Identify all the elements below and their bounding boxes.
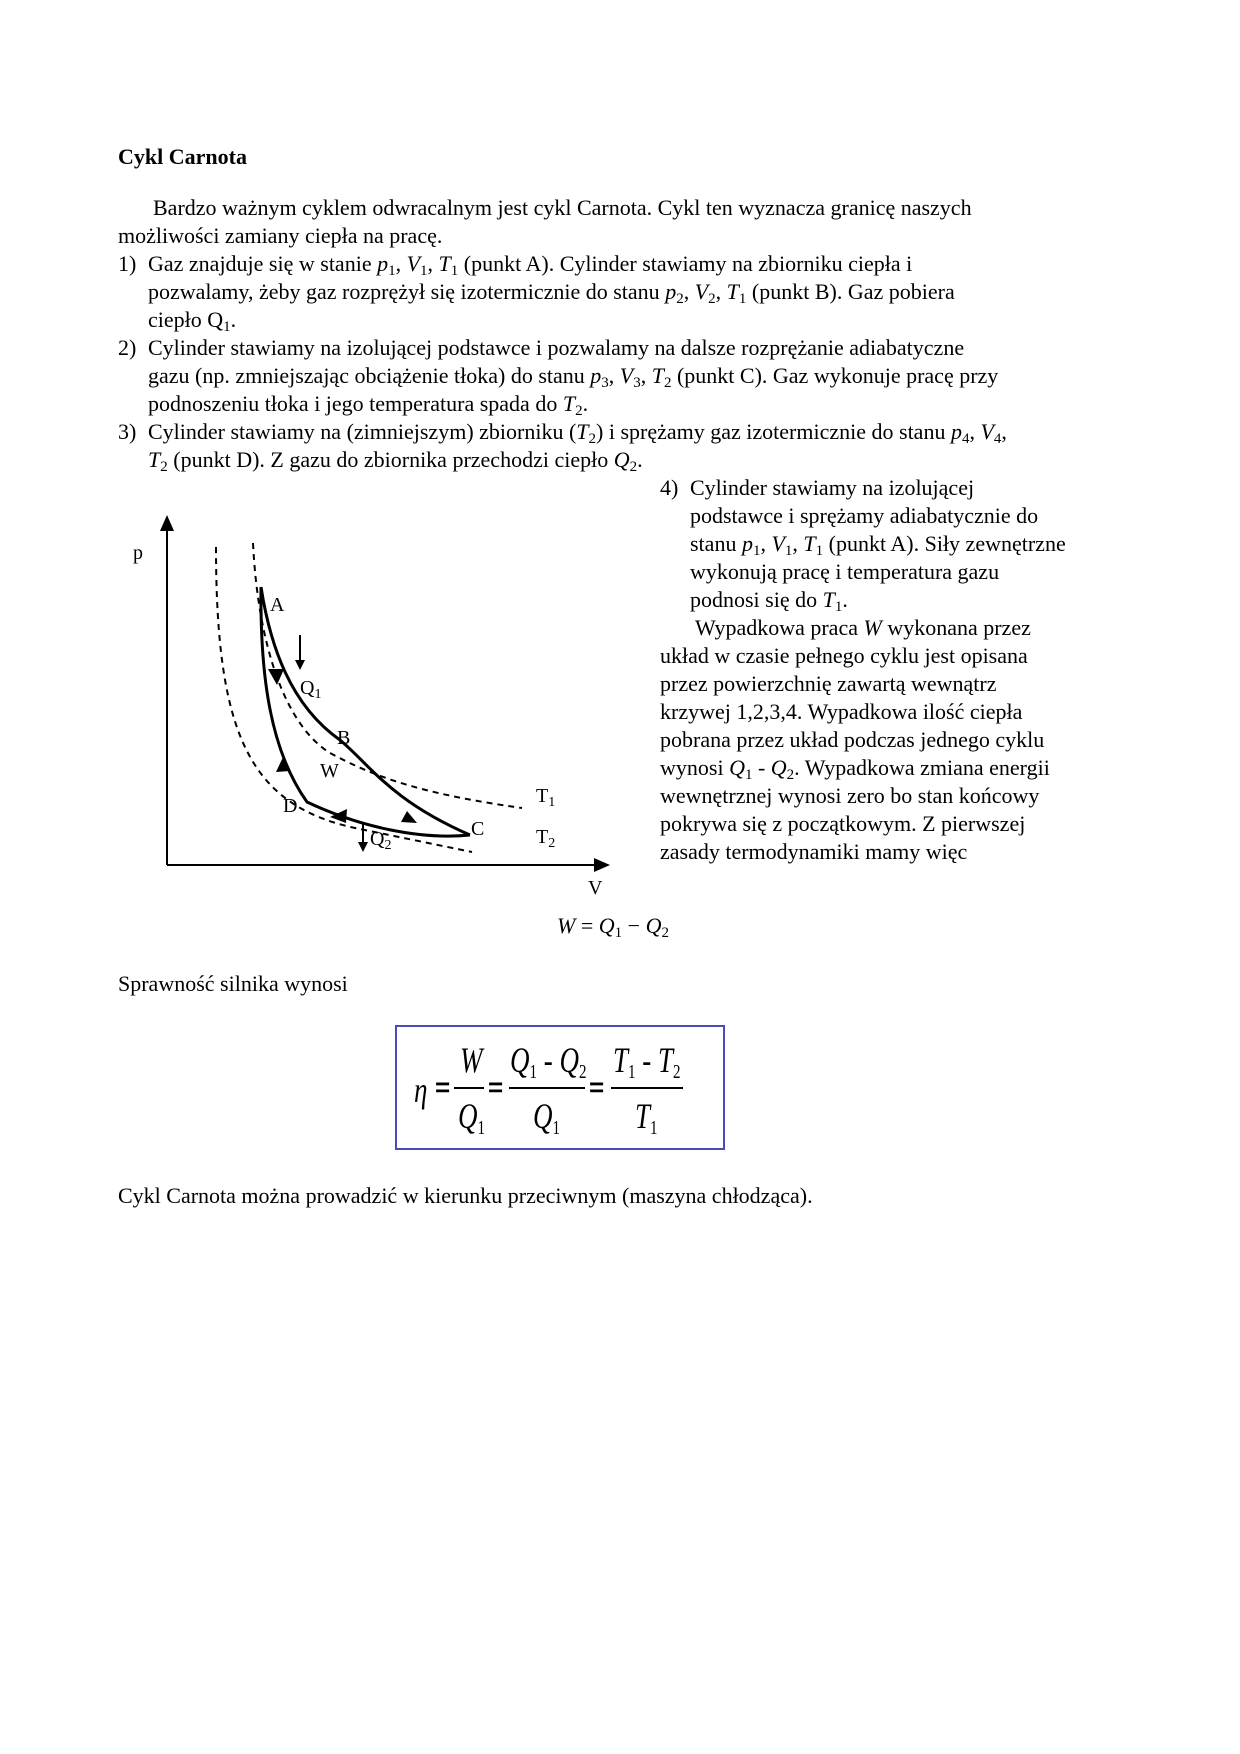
work-line-6: wynosi $Q_1 - Q_2$. Wypadkowa zmiana energii xyxy=(660,755,1050,783)
arrow-a-b xyxy=(268,669,284,685)
step-4-line-4: wykonują pracę i temperatura gazu xyxy=(690,559,1000,584)
step-2-line-1: Cylinder stawiamy na izolującej podstawce i pozwalamy na dalsze rozprężanie adiabatyczne xyxy=(148,335,965,360)
equals-3: = xyxy=(589,1072,605,1102)
step-4-line-2: podstawce i sprężamy adiabatycznie do xyxy=(690,503,1039,528)
step-1-line-3: ciepło $Q_1$. xyxy=(148,307,237,335)
v-axis-arrow xyxy=(594,858,610,872)
step-4-number: 4) xyxy=(660,475,679,500)
arrow-b-c xyxy=(401,811,417,823)
work-line-3: przez powierzchnię zawartą wewnątrz xyxy=(660,671,997,696)
point-c-label: C xyxy=(471,818,485,840)
t1-label: $T_1$ xyxy=(536,785,556,810)
step-1-line-2: pozwalamy, żeby gaz rozprężył się izotermicznie do stanu $p_2$, $V_2$, $T_1$ (punkt B). Gaz pobiera xyxy=(148,279,955,307)
step-1-number: 1) xyxy=(118,251,137,276)
eta-symbol: η xyxy=(414,1070,428,1110)
work-line-1: Wypadkowa praca W wykonana przez xyxy=(695,615,1031,640)
q1-label: $Q_1$ xyxy=(300,677,322,702)
q2-label: $Q_2$ xyxy=(370,828,392,853)
frac1-bar xyxy=(454,1087,484,1089)
frac3-numerator: $T_1 - T_2$ xyxy=(613,1040,681,1083)
step-2-line-3: podnoszeniu tłoka i jego temperatura spada do $T_2$. xyxy=(148,391,589,419)
frac3-bar xyxy=(611,1087,683,1089)
frac3-denominator: $T_1$ xyxy=(635,1096,658,1139)
work-line-2: układ w czasie pełnego cyklu jest opisana xyxy=(660,643,1028,668)
closing-sentence: Cykl Carnota można prowadzić w kierunku przeciwnym (maszyna chłodząca). xyxy=(118,1183,813,1208)
step-4-line-1: Cylinder stawiamy na izolującej xyxy=(690,475,975,500)
p-axis-arrow xyxy=(160,515,174,531)
arrow-c-d xyxy=(330,809,347,823)
q1-heat-arrowhead xyxy=(295,660,305,670)
work-equation: $W = Q_1 - Q_2$ xyxy=(557,913,669,941)
step-2-line-2: gazu (np. zmniejszając obciążenie tłoka) do stanu $p_3$, $V_3$, $T_2$ (punkt C). Gaz wykonuje pracę przy xyxy=(148,363,999,391)
step-3-number: 3) xyxy=(118,419,137,444)
v-axis-label: V xyxy=(588,877,603,899)
p-axis-label: p xyxy=(133,542,143,564)
point-a-label: A xyxy=(270,594,285,616)
step-3-line-1: Cylinder stawiamy na (zimniejszym) zbiorniku $(T_2)$ i sprężamy gaz izotermicznie do stanu $p_4$, $V_4$, xyxy=(148,419,1007,447)
equals-2: = xyxy=(488,1072,504,1102)
t2-label: $T_2$ xyxy=(536,826,556,851)
intro-line-1: Bardzo ważnym cyklem odwracalnym jest cykl Carnota. Cykl ten wyznacza granicę naszych xyxy=(153,195,972,220)
isotherm-t2-dashed xyxy=(216,547,472,852)
work-line-4: krzywej 1,2,3,4. Wypadkowa ilość ciepła xyxy=(660,699,1023,724)
efficiency-label: Sprawność silnika wynosi xyxy=(118,971,348,996)
q2-heat-arrowhead xyxy=(358,842,368,852)
work-line-7: wewnętrznej wynosi zero bo stan końcowy xyxy=(660,783,1040,808)
intro-line-2: możliwości zamiany ciepła na pracę. xyxy=(118,223,443,248)
work-label: W xyxy=(320,760,339,782)
work-line-5: pobrana przez układ podczas jednego cyklu xyxy=(660,727,1045,752)
work-line-8: pokrywa się z początkowym. Z pierwszej xyxy=(660,811,1026,836)
point-d-label: D xyxy=(283,795,298,817)
point-b-label: B xyxy=(337,727,351,749)
step-4-line-3: stanu $p_1$, $V_1$, $T_1$ (punkt A). Siły zewnętrzne xyxy=(690,531,1066,559)
page-title: Cykl Carnota xyxy=(118,144,247,169)
step-1-line-1: Gaz znajduje się w stanie $p_1$, $V_1$, $T_1$ (punkt A). Cylinder stawiamy na zbiorniku ciepła i xyxy=(148,251,913,279)
arrow-d-a xyxy=(276,755,290,772)
step-4-line-5: podnosi się do $T_1$. xyxy=(690,587,848,615)
step-3-line-2: $T_2$ (punkt D). Z gazu do zbiornika przechodzi ciepło $Q_2$. xyxy=(148,447,643,475)
step-2-number: 2) xyxy=(118,335,137,360)
frac2-denominator: $Q_1$ xyxy=(533,1096,560,1139)
equals-1: = xyxy=(435,1072,451,1102)
efficiency-formula-box xyxy=(395,1025,725,1150)
frac1-numerator: W xyxy=(460,1040,483,1080)
frac2-numerator: $Q_1 - Q_2$ xyxy=(510,1040,587,1083)
frac1-denominator: $Q_1$ xyxy=(458,1096,485,1139)
isotherm-t1-dashed xyxy=(253,543,522,808)
frac2-bar xyxy=(509,1087,585,1089)
work-line-9: zasady termodynamiki mamy więc xyxy=(660,839,968,864)
